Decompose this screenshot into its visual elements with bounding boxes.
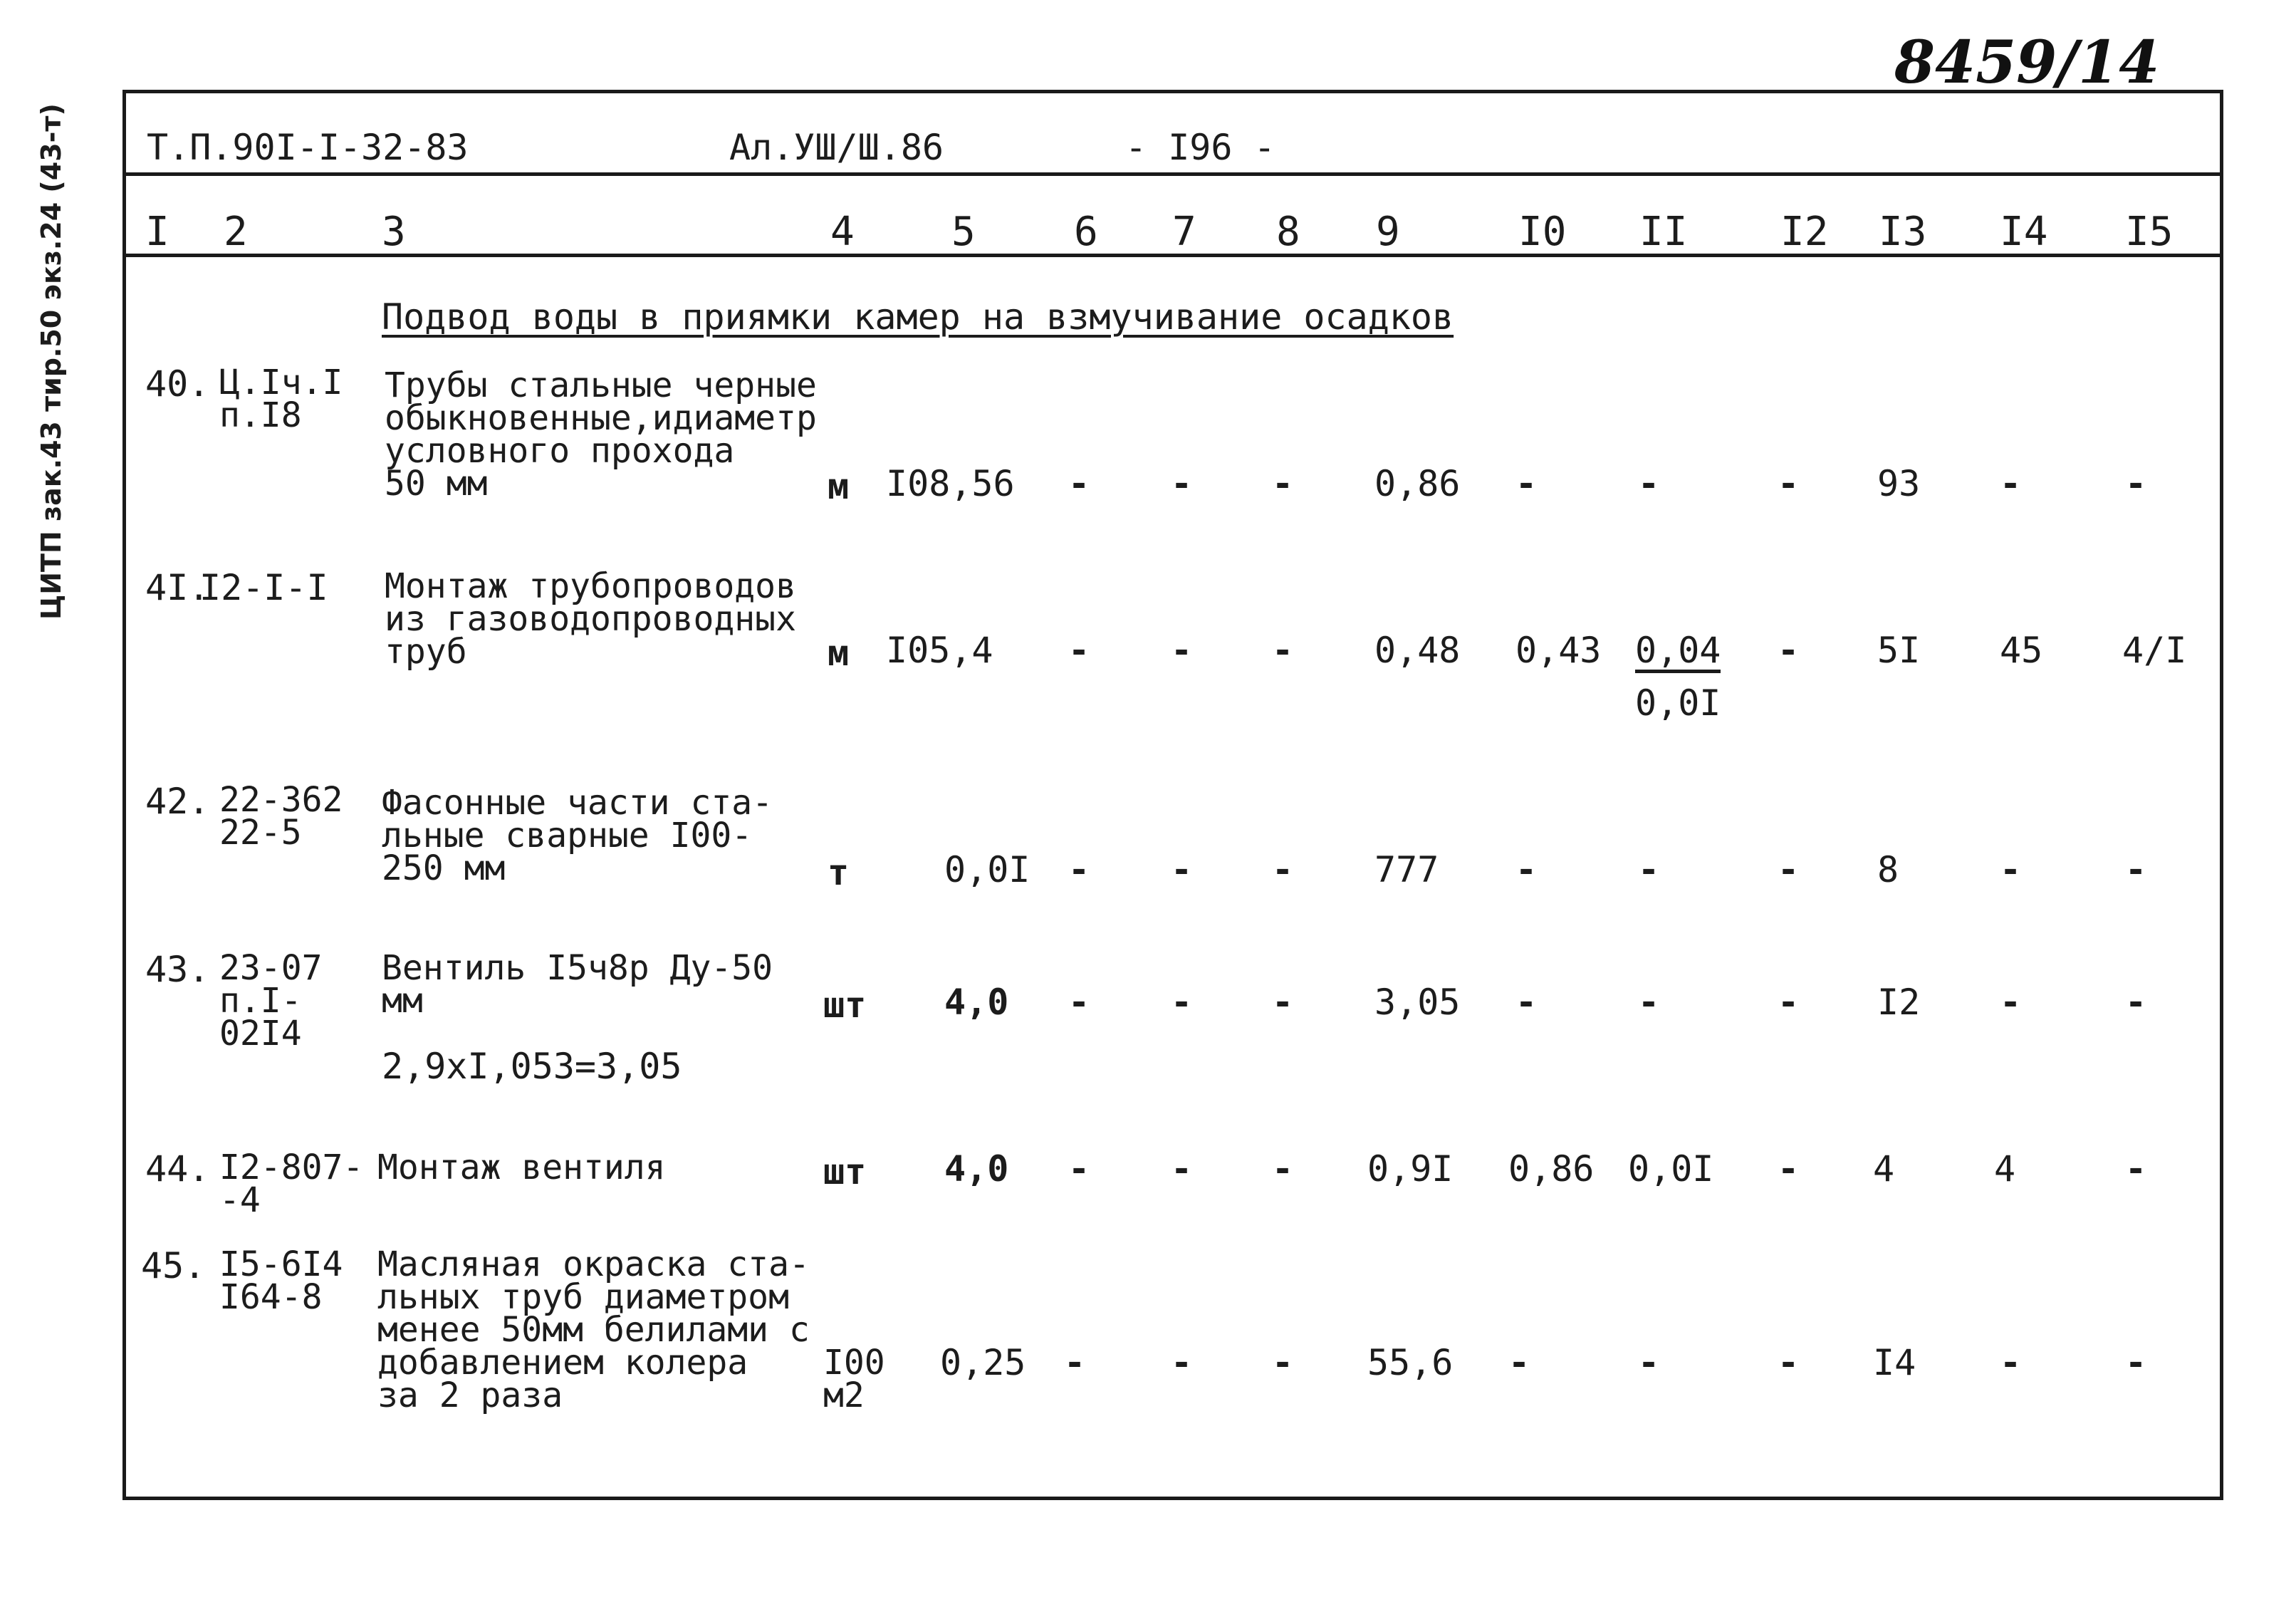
work-description: Масляная окраска ста- льных труб диаметром менее 50мм белилами с добавлением колера за 2 раза — [377, 1244, 810, 1415]
col9-value: 0,86 — [1374, 463, 1461, 504]
col13-value: 8 — [1877, 849, 1899, 890]
col-1: I — [145, 209, 169, 255]
col6-value: - — [1068, 463, 1090, 504]
section-title: Подвод воды в приямки камер на взмучивание осадков — [382, 296, 1454, 338]
col9-value: 0,48 — [1374, 630, 1461, 671]
album-code: Ал.УШ/Ш.86 — [729, 127, 944, 168]
row-number: 44. — [145, 1148, 210, 1190]
col12-value: - — [1778, 630, 1800, 671]
col8-value: - — [1272, 1342, 1294, 1383]
row-number: 42. — [145, 781, 210, 822]
col13-value: 93 — [1877, 463, 1921, 504]
norm-code: I2-I-I — [199, 567, 328, 608]
col15-value: - — [2125, 982, 2147, 1023]
col11-value: - — [1638, 463, 1660, 504]
col14-value: - — [2000, 982, 2022, 1023]
col11-value: - — [1638, 1342, 1660, 1383]
row-number: 43. — [145, 949, 210, 990]
col-15: I5 — [2125, 209, 2174, 255]
unit: м — [828, 633, 850, 674]
col13-value: 5I — [1877, 630, 1921, 671]
col6-value: - — [1064, 1342, 1086, 1383]
col-13: I3 — [1879, 209, 1927, 255]
col-11: II — [1639, 209, 1688, 255]
col9-value: 777 — [1374, 849, 1439, 890]
norm-code: I2-807- -4 — [219, 1148, 364, 1220]
quantity: 0,0I — [944, 849, 1030, 890]
col-2: 2 — [224, 209, 248, 255]
project-code: Т.П.90I-I-32-83 — [147, 127, 469, 168]
col-3: 3 — [382, 209, 406, 255]
work-description: Монтаж вентиля — [377, 1148, 666, 1187]
col13-value: 4 — [1873, 1148, 1895, 1190]
col-5: 5 — [951, 209, 976, 255]
norm-code: I5-6I4 I64-8 — [219, 1244, 343, 1317]
col7-value: - — [1171, 630, 1193, 671]
col6-value: - — [1068, 982, 1090, 1023]
unit: шт — [823, 1151, 867, 1192]
col11-denominator: 0,0I — [1635, 682, 1721, 724]
col14-value: - — [2000, 849, 2022, 890]
col14-value: - — [2000, 1342, 2022, 1383]
col-6: 6 — [1074, 209, 1098, 255]
col12-value: - — [1778, 1342, 1800, 1383]
norm-code: Ц.Iч.I п.I8 — [219, 363, 343, 435]
unit: т — [828, 852, 850, 893]
sheet-number: 8459/14 — [1894, 28, 2160, 97]
work-description: Вентиль I5ч8р Ду-50 мм — [382, 948, 773, 1021]
col-4: 4 — [830, 209, 855, 255]
work-description: Фасонные части ста- льные сварные I00- 250 мм — [382, 783, 773, 888]
col15-value: - — [2125, 463, 2147, 504]
page-number: - I96 - — [1125, 127, 1275, 168]
col10-value: - — [1508, 1342, 1530, 1383]
quantity: 4,0 — [944, 982, 1009, 1023]
row-number: 40. — [145, 363, 210, 405]
col14-value: - — [2000, 463, 2022, 504]
calculation-note: 2,9хI,053=3,05 — [382, 1046, 682, 1087]
work-description: Трубы стальные черные обыкновенные,идиаметр условного прохода 50 мм — [385, 365, 817, 504]
col7-value: - — [1171, 982, 1193, 1023]
col12-value: - — [1778, 849, 1800, 890]
col11-value: 0,0I — [1628, 1148, 1714, 1190]
quantity: I08,56 — [886, 463, 1015, 504]
unit: шт — [823, 984, 867, 1026]
col10-value: - — [1515, 982, 1538, 1023]
norm-code: 23-07 п.I- 02I4 — [219, 948, 323, 1054]
norm-code: 22-362 22-5 — [219, 780, 343, 853]
col8-value: - — [1272, 463, 1294, 504]
unit: I00 м2 — [823, 1343, 885, 1415]
col12-value: - — [1778, 463, 1800, 504]
col9-value: 3,05 — [1374, 982, 1461, 1023]
col9-value: 55,6 — [1367, 1342, 1454, 1383]
work-description: Монтаж трубопроводов из газоводопроводных труб — [385, 566, 796, 672]
col-10: I0 — [1518, 209, 1567, 255]
side-stamp-note: ЦИТП зак.43 тир.50 экз.24 (43-т) — [36, 103, 67, 620]
col15-value: 4/I — [2122, 630, 2187, 671]
col10-value: - — [1515, 849, 1538, 890]
col7-value: - — [1171, 1148, 1193, 1190]
quantity: 0,25 — [940, 1342, 1026, 1383]
col9-value: 0,9I — [1367, 1148, 1454, 1190]
row-number: 4I. — [145, 567, 210, 608]
col12-value: - — [1778, 982, 1800, 1023]
col10-value: - — [1515, 463, 1538, 504]
col8-value: - — [1272, 849, 1294, 890]
col15-value: - — [2125, 849, 2147, 890]
col15-value: - — [2125, 1342, 2147, 1383]
quantity: I05,4 — [886, 630, 993, 671]
col8-value: - — [1272, 630, 1294, 671]
col6-value: - — [1068, 630, 1090, 671]
col14-value: 4 — [1994, 1148, 2016, 1190]
unit: м — [828, 466, 850, 507]
col-9: 9 — [1376, 209, 1400, 255]
col-12: I2 — [1780, 209, 1829, 255]
col13-value: I2 — [1877, 982, 1921, 1023]
col-14: I4 — [2000, 209, 2048, 255]
col7-value: - — [1171, 463, 1193, 504]
col13-value: I4 — [1873, 1342, 1916, 1383]
col11-numerator: 0,04 — [1635, 633, 1721, 673]
col11-value: - — [1638, 849, 1660, 890]
row-number: 45. — [141, 1245, 206, 1286]
col12-value: - — [1778, 1148, 1800, 1190]
quantity: 4,0 — [944, 1148, 1009, 1190]
col8-value: - — [1272, 1148, 1294, 1190]
col14-value: 45 — [2000, 630, 2043, 671]
col-8: 8 — [1276, 209, 1300, 255]
col8-value: - — [1272, 982, 1294, 1023]
col7-value: - — [1171, 1342, 1193, 1383]
col6-value: - — [1068, 1148, 1090, 1190]
col7-value: - — [1171, 849, 1193, 890]
header-divider — [122, 172, 2223, 176]
col10-value: 0,86 — [1508, 1148, 1595, 1190]
col15-value: - — [2125, 1148, 2147, 1190]
col11-value: - — [1638, 982, 1660, 1023]
col10-value: 0,43 — [1515, 630, 1602, 671]
col6-value: - — [1068, 849, 1090, 890]
col-7: 7 — [1172, 209, 1196, 255]
